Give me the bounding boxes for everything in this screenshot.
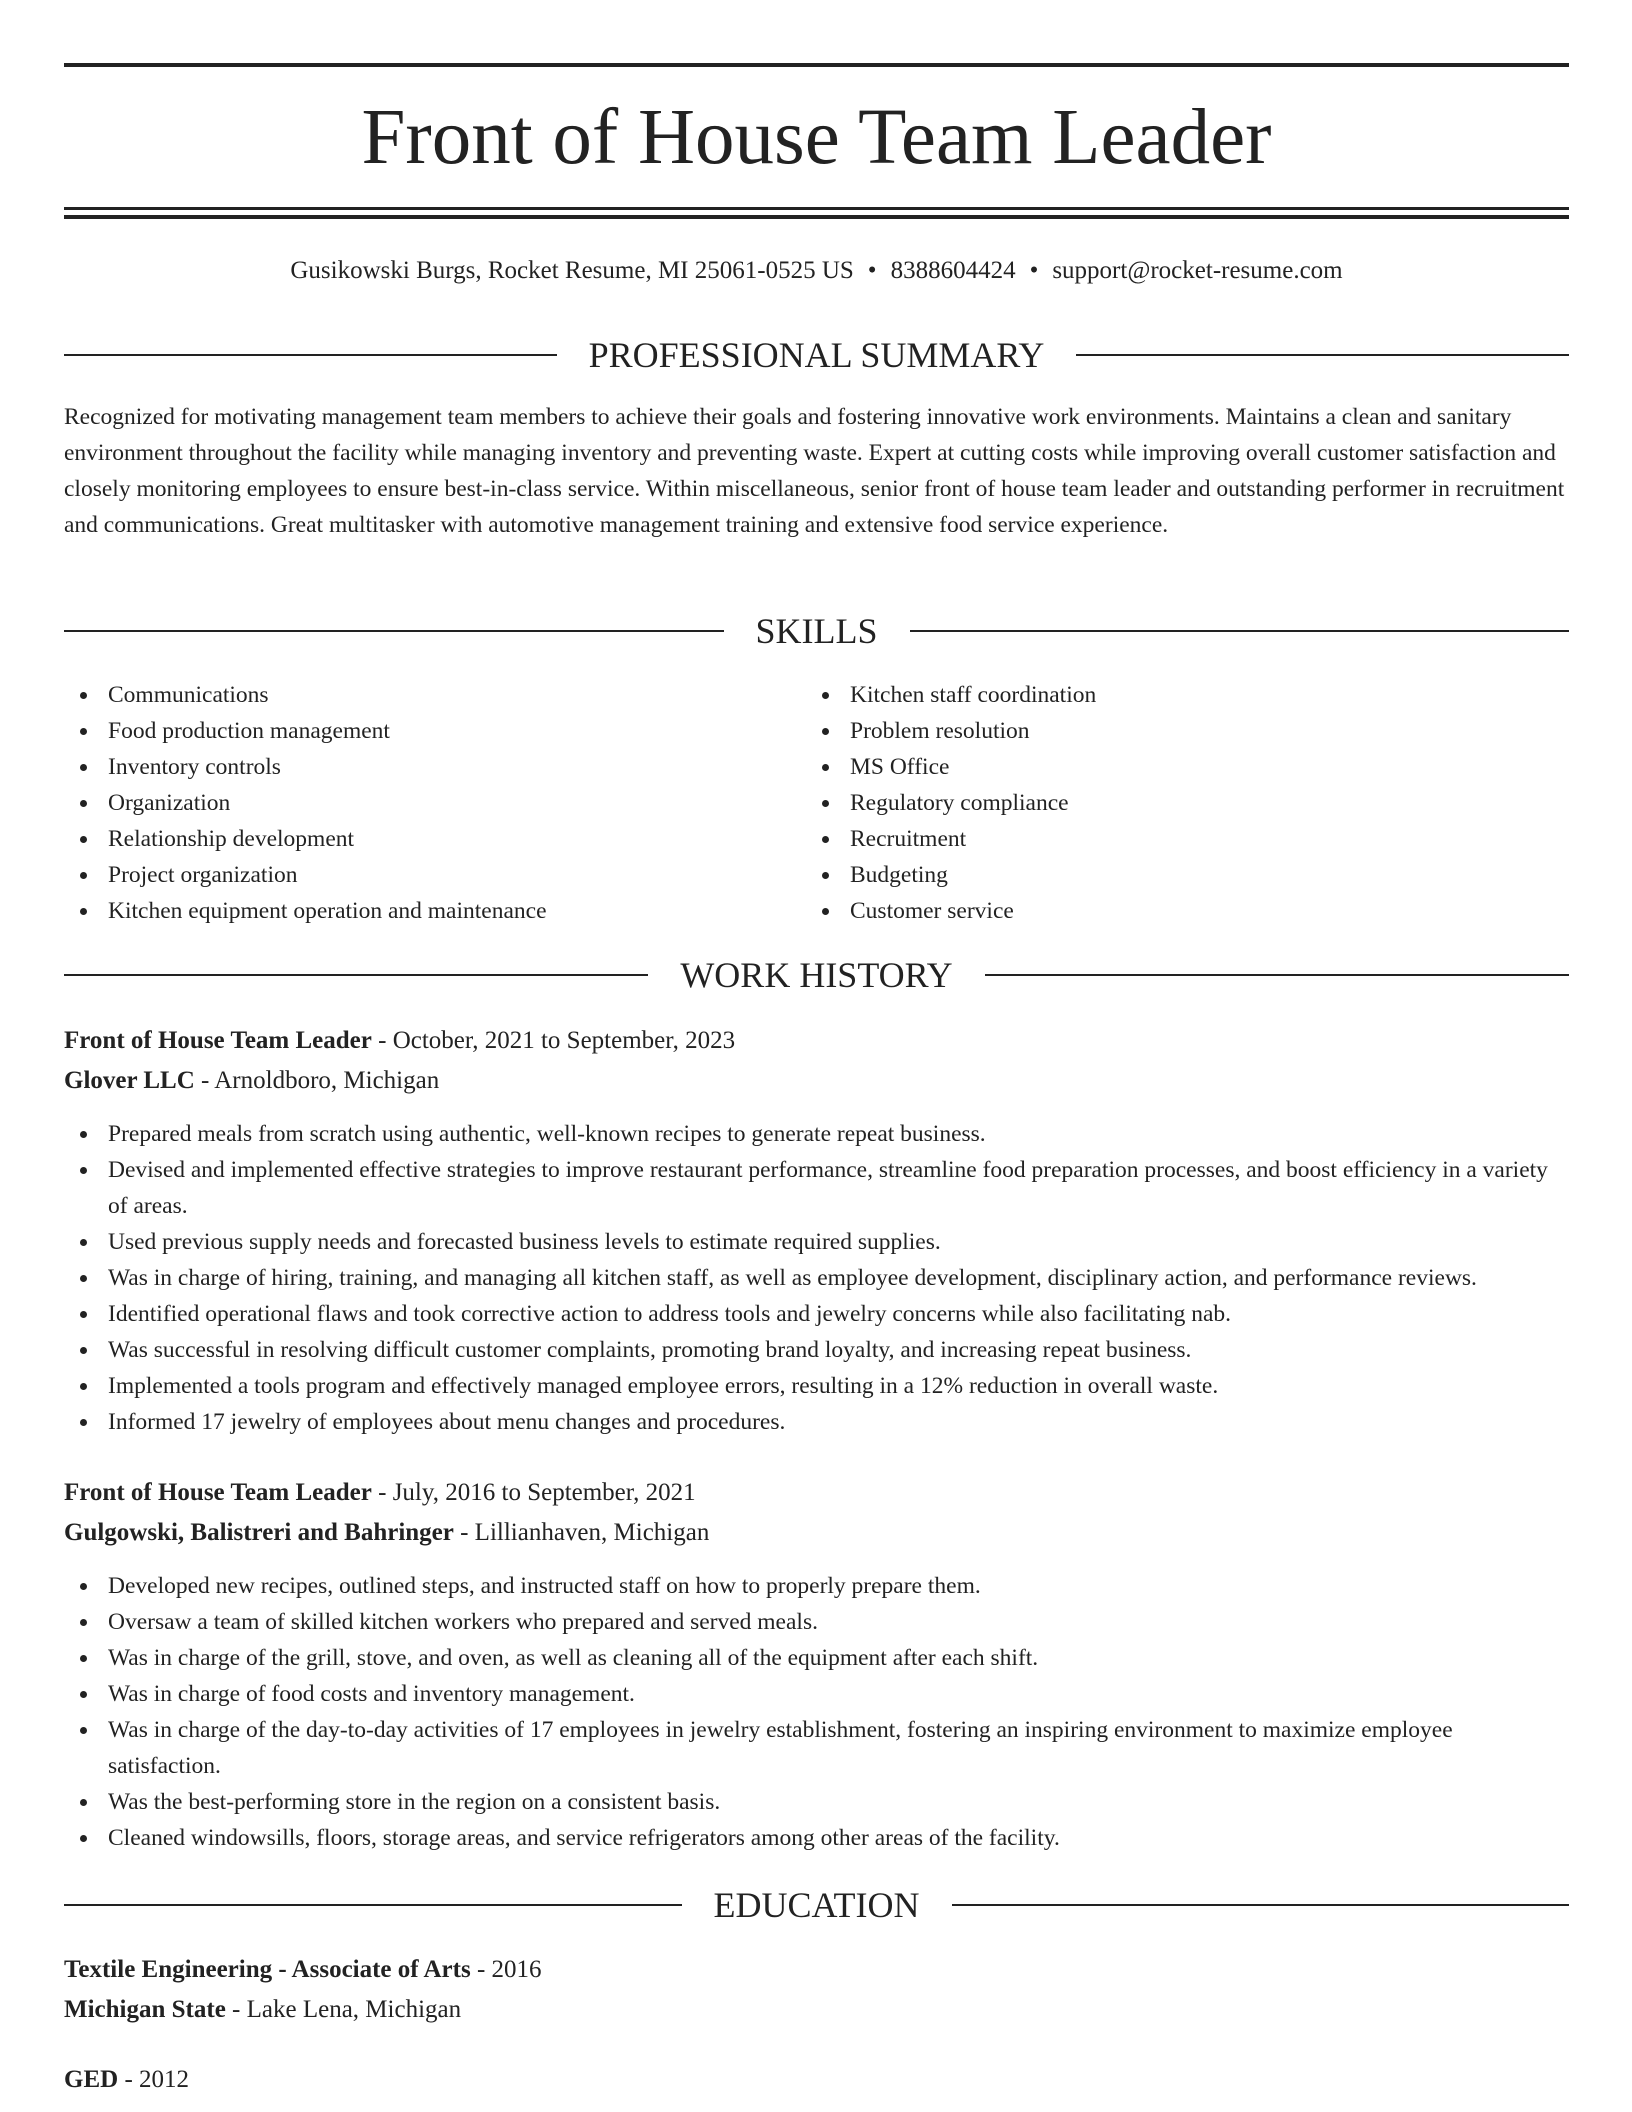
skill-item: Kitchen equipment operation and maintenance [64,893,764,929]
skill-item: Budgeting [806,857,1566,893]
divider [64,354,557,356]
education-school: Michigan State [64,1996,226,2023]
job-location: - Lillianhaven, Michigan [453,1519,710,1546]
title-double-rule-upper [64,207,1569,210]
duty-item: Was in charge of the grill, stove, and oven, as well as cleaning all of the equipment after each shift. [64,1640,1569,1676]
skill-item: Relationship development [64,821,764,857]
education-degree-line [64,2062,1569,2098]
education-degree-line [64,1952,1569,1988]
job-dates: - July, 2016 to September, 2021 [371,1479,696,1506]
job-company-line [64,1063,1569,1099]
job-title: Front of House Team Leader [64,1479,372,1506]
resume-title: Front of House Team Leader [361,94,1272,181]
divider [64,1904,682,1906]
section-header-work-history [64,952,1569,998]
job-company: Glover LLC [64,1067,195,1094]
education-year: - 2016 [470,1956,542,1983]
contact-separator: • [867,257,877,284]
education-year: - 2012 [118,2066,190,2093]
job-dates: - October, 2021 to September, 2023 [371,1027,736,1054]
skill-item: Inventory controls [64,749,764,785]
skills-list-right [806,677,1566,929]
duty-item: Was in charge of the day-to-day activities of 17 employees in jewelry establishment, fostering an inspiring environment to maximize employee satisfaction. [64,1712,1569,1784]
duty-item: Was successful in resolving difficult customer complaints, promoting brand loyalty, and increasing repeat business. [64,1332,1569,1368]
section-header-summary [64,332,1569,378]
section-title: PROFESSIONAL SUMMARY [588,335,1045,375]
education-degree: GED [64,2066,119,2093]
job-title: Front of House Team Leader [64,1027,372,1054]
divider [952,1904,1570,1906]
duty-item: Developed new recipes, outlined steps, and instructed staff on how to properly prepare them. [64,1568,1569,1604]
duty-item: Was in charge of food costs and inventory management. [64,1676,1569,1712]
job-location: - Arnoldboro, Michigan [194,1067,440,1094]
contact-phone: 8388604424 [890,257,1016,284]
section-header-education [64,1882,1569,1928]
job-title-line [64,1475,1569,1511]
skill-item: Problem resolution [806,713,1566,749]
skill-item: Customer service [806,893,1566,929]
summary-paragraph: Recognized for motivating management team members to achieve their goals and fostering innovative work environments. Maintains a clean and sanitary environment throughout the facility while managing inventory and preventing waste. Expert at cutting costs while improving overall customer satisfaction and closely monitoring employees to ensure best-in-class service. Within miscellaneous, senior front of house team leader and outstanding performer in recruitment and communications. Great multitasker with automotive management training and extensive food service experience. [64,404,1565,538]
job-duties-list [64,1568,1569,1856]
skill-item: Regulatory compliance [806,785,1566,821]
duty-item: Prepared meals from scratch using authentic, well-known recipes to generate repeat business. [64,1116,1569,1152]
contact-email: support@rocket-resume.com [1052,257,1343,284]
section-header-skills [64,608,1569,654]
skill-item: Food production management [64,713,764,749]
divider [910,630,1570,632]
contact-address: Gusikowski Burgs, Rocket Resume, MI 25061-0525 US [290,257,854,284]
title-double-rule-lower [64,215,1569,219]
duty-item: Devised and implemented effective strategies to improve restaurant performance, streamline food preparation processes, and boost efficiency in a variety of areas. [64,1152,1569,1224]
divider [64,974,648,976]
divider [985,974,1569,976]
top-rule [64,63,1569,67]
skill-item: Communications [64,677,764,713]
contact-separator: • [1029,257,1039,284]
skill-item: Project organization [64,857,764,893]
job-company: Gulgowski, Balistreri and Bahringer [64,1519,454,1546]
duty-item: Implemented a tools program and effectively managed employee errors, resulting in a 12% reduction in overall waste. [64,1368,1569,1404]
skill-item: Organization [64,785,764,821]
duty-item: Oversaw a team of skilled kitchen workers who prepared and served meals. [64,1604,1569,1640]
education-location: - Lake Lena, Michigan [225,1996,462,2023]
skills-list-left [64,677,764,929]
job-company-line [64,1515,1569,1551]
duty-item: Informed 17 jewelry of employees about menu changes and procedures. [64,1404,1569,1440]
duty-item: Was the best-performing store in the region on a consistent basis. [64,1784,1569,1820]
divider [64,630,724,632]
skill-item: Recruitment [806,821,1566,857]
skill-item: Kitchen staff coordination [806,677,1566,713]
contact-line [64,254,1569,288]
duty-item: Cleaned windowsills, floors, storage areas, and service refrigerators among other areas of the facility. [64,1820,1569,1856]
section-title: SKILLS [755,611,878,651]
education-degree: Textile Engineering - Associate of Arts [64,1956,471,1983]
duty-item: Used previous supply needs and forecasted business levels to estimate required supplies. [64,1224,1569,1260]
divider [1076,354,1569,356]
education-school-line [64,1992,1569,2028]
job-duties-list [64,1116,1569,1440]
duty-item: Was in charge of hiring, training, and managing all kitchen staff, as well as employee development, disciplinary action, and performance reviews. [64,1260,1569,1296]
skill-item: MS Office [806,749,1566,785]
section-title: WORK HISTORY [680,955,953,995]
job-title-line [64,1023,1569,1059]
section-title: EDUCATION [713,1885,920,1925]
duty-item: Identified operational flaws and took corrective action to address tools and jewelry concerns while also facilitating nab. [64,1296,1569,1332]
